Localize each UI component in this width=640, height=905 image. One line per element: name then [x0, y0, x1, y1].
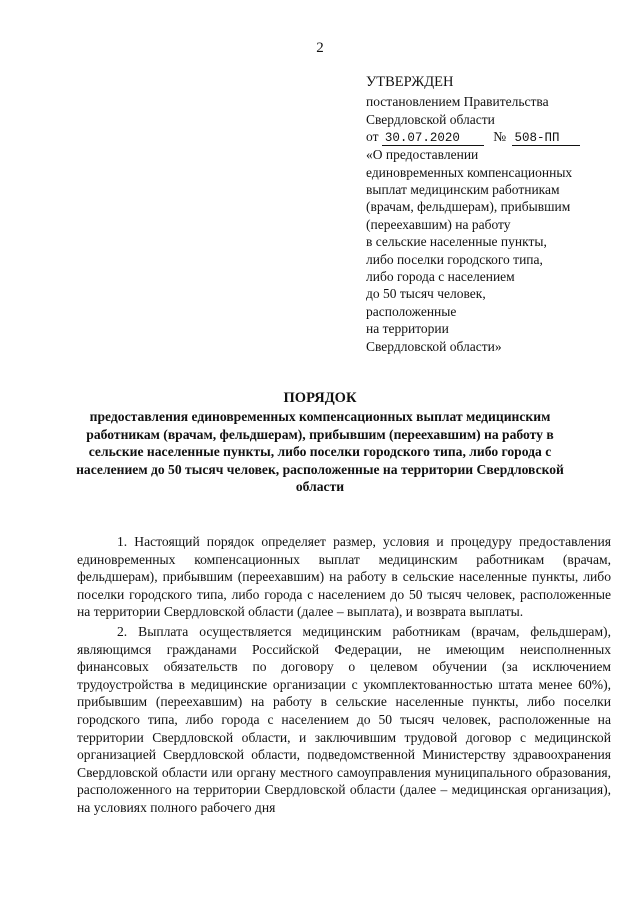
subject-line: единовременных компенсационных — [366, 164, 573, 180]
approval-date: 30.07.2020 — [382, 131, 484, 146]
approval-heading: УТВЕРЖДЕН — [366, 74, 454, 90]
approval-number: 508-ПП — [512, 131, 580, 146]
subject-line: до 50 тысяч человек, — [366, 286, 486, 302]
subject-line: «О предоставлении — [366, 147, 479, 163]
subject-line: (переехавшим) на работу — [366, 216, 511, 232]
document-title: ПОРЯДОК — [283, 390, 357, 406]
subject-line: Свердловской области» — [366, 338, 502, 354]
subject-line: в сельские населенные пункты, — [366, 234, 547, 250]
from-label: от — [366, 129, 379, 145]
document-body — [77, 533, 611, 817]
subject-line: (врачам, фельдшерам), прибывшим — [366, 199, 571, 215]
subject-line: на территории — [366, 321, 449, 337]
subject-line: выплат медицинским работникам — [366, 182, 560, 198]
document-subtitle: предоставления единовременных компенсационных выплат медицинским работникам (врачам, фельдшерам), прибывшим (переехавшим) на работу в сельские населенные пункты, либо поселки городского типа, либо города с населением до 50 тысяч человек, расположенные на территории Свердловской области — [76, 409, 564, 495]
approval-block — [366, 74, 616, 355]
number-label: № — [493, 129, 507, 145]
approval-subject — [366, 146, 616, 355]
approval-date-number — [366, 128, 616, 146]
subject-line: расположенные — [366, 303, 457, 319]
paragraph-2: 2. Выплата осуществляется медицинским работникам (врачам, фельдшерам), являющимся гражданами Российской Федерации, не имеющим неисполненных финансовых обязательств по договору о целевом обучении (за исключением трудоустройства в медицинские организации с укомплектованностью штата менее 60%), прибывшим (переехавшим) на работу в сельские населенные пункты, либо поселки городского типа, либо города с населением до 50 тысяч человек, расположенные на территории Свердловской области, и заключившим трудовой договор с медицинской организацией Свердловской области, подведомственной Министерству здравоохранения Свердловской области или органу местного самоуправления муниципального образования, расположенного на территории Свердловской области (далее – медицинская организация), на условиях полного рабочего дня — [77, 623, 611, 815]
subject-line: либо города с населением — [366, 269, 515, 285]
page-number: 2 — [316, 40, 324, 56]
approval-line-2: Свердловской области — [366, 111, 495, 127]
subject-line: либо поселки городского типа, — [366, 251, 543, 267]
approval-line-1: постановлением Правительства — [366, 94, 549, 110]
paragraph-1: 1. Настоящий порядок определяет размер, условия и процедуру предоставления единовременных компенсационных выплат медицинским работникам (врачам, фельдшерам), прибывшим (переехавшим) на работу в сельские населенные пункты, либо поселки городского типа, либо города с населением до 50 тысяч человек, расположенные на территории Свердловской области (далее – выплата), и возврата выплаты. — [77, 534, 611, 620]
